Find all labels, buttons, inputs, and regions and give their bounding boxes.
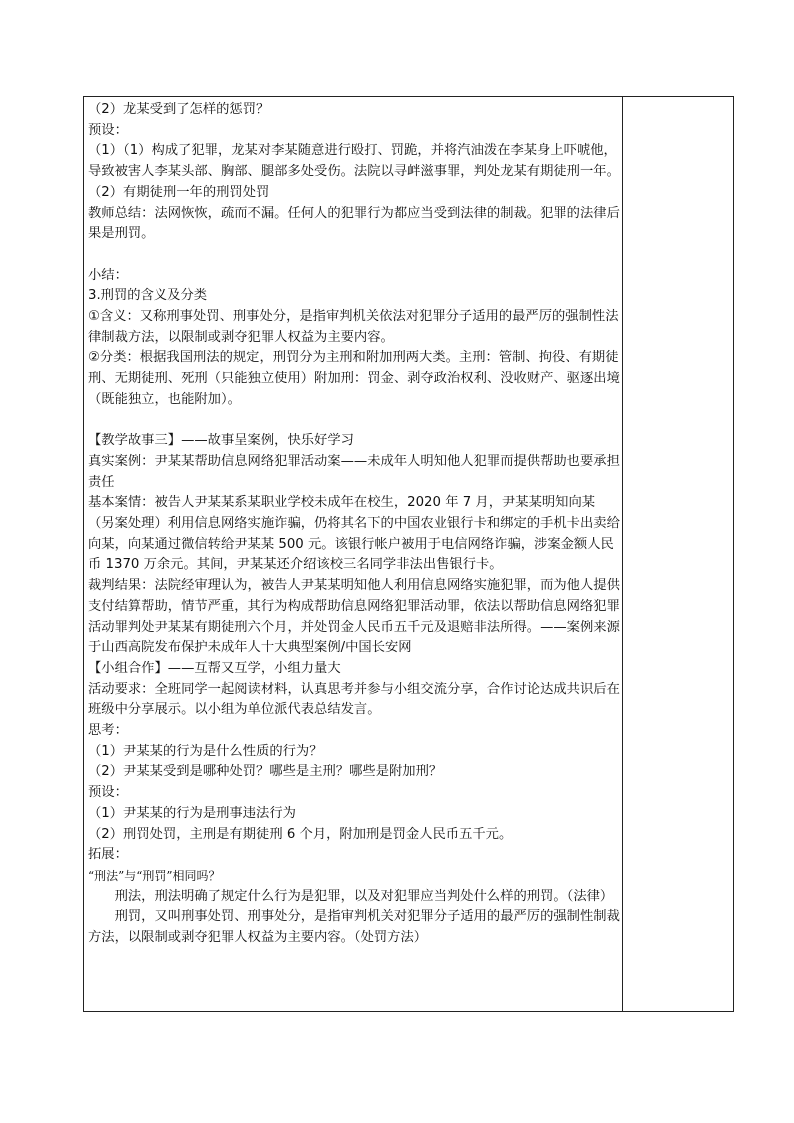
blank-line <box>88 245 620 266</box>
group-work-heading: 【小组合作】——互帮又互学，小组力量大 <box>88 660 341 676</box>
real-case-heading: 真实案例：尹某某帮助信息网络犯罪活动案——未成年人明知他人犯罪而提供帮助也要承担责任 <box>88 453 620 490</box>
judgment-result: 裁判结果：法院经审理认为，被告人尹某某明知他人利用信息网络实施犯罪，而为他人提供支付结算帮助，情节严重，其行为构成帮助信息网络犯罪活动罪，依法以帮助信息网络犯罪活动罪判处尹某某有期徒刑六个月，并处罚金人民币五千元及退赔非法所得。——案例来源于山西高院发布保护未成年人十大典型案例/中国长安网 <box>88 578 620 656</box>
preset-answer-2: （2）有期徒刑一年的刑罚处罚 <box>88 184 270 200</box>
section-title: 3.刑罚的含义及分类 <box>88 288 208 304</box>
teaching-story-heading: 【教学故事三】——故事呈案例，快乐好学习 <box>88 433 354 449</box>
activity-requirement: 活动要求：全班同学一起阅读材料，认真思考并参与小组交流分享，合作讨论达成共识后在班级中分享展示。以小组为单位派代表总结发言。 <box>88 681 620 718</box>
blank-line <box>88 411 620 432</box>
criminal-law-explanation: 刑法，刑法明确了规定什么行为是犯罪，以及对犯罪应当判处什么样的刑罚。（法律） <box>114 888 614 904</box>
penalty-explanation: 刑罚，又叫刑事处罚、刑事处分，是指审判机关对犯罪分子适用的最严厉的强制性制裁方法，以限制或剥夺犯罪人权益为主要内容。（处罚方法） <box>88 909 620 946</box>
definition-paragraph: ①含义：又称刑事处罚、刑事处分，是指审判机关依法对犯罪分子适用的最严厉的强制性法律制裁方法，以限制或剥夺犯罪人权益为主要内容。 <box>88 309 619 345</box>
question-line: （2）龙某受到了怎样的惩罚？ <box>88 102 270 117</box>
summary-label: 小结： <box>88 267 128 283</box>
lesson-content <box>88 100 620 949</box>
case-facts: 基本案情：被告人尹某某系某职业学校未成年在校生，2020 年 7 月，尹某某明知向某（另案处理）利用信息网络实施诈骗，仍将其名下的中国农业银行卡和绑定的手机卡出卖给向某，向某通过微信转给尹某某 500 元。该银行帐户被用于电信网络诈骗，涉案金额人民币 1370 万余元。其间，尹某某还介绍该校三名同学非法出售银行卡。 <box>88 495 620 573</box>
lesson-plan-side-cell <box>621 96 734 1012</box>
preset-answer-1: （1）（1）构成了犯罪，龙某对李某随意进行殴打、罚跪，并将汽油泼在李某身上吓唬他，导致被害人李某头部、胸部、腿部多处受伤。法院以寻衅滋事罪，判处龙某有期徒刑一年。 <box>88 143 620 180</box>
classification-paragraph: ②分类：根据我国刑法的规定，刑罚分为主刑和附加刑两大类。主刑：管制、拘役、有期徒刑、无期徒刑、死刑（只能独立使用）附加刑：罚金、剥夺政治权利、没收财产、驱逐出境（既能独立，也能附加）。 <box>88 350 620 407</box>
extension-label: 拓展： <box>88 847 128 863</box>
lesson-plan-main-cell <box>83 96 623 1012</box>
thinking-question-1: （1）尹某某的行为是什么性质的行为？ <box>88 743 323 759</box>
extension-question: “刑法”与“刑罚”相同吗？ <box>88 868 221 883</box>
thinking-label: 思考： <box>88 723 128 739</box>
preset-answer-4: （2）刑罚处罚，主刑是有期徒刑 6 个月，附加刑是罚金人民币五千元。 <box>88 826 513 842</box>
preset-label: 预设： <box>88 122 128 138</box>
preset-answer-3: （1）尹某某的行为是刑事违法行为 <box>88 805 296 821</box>
thinking-question-2: （2）尹某某受到是哪种处罚？哪些是主刑？哪些是附加刑？ <box>88 764 443 780</box>
teacher-summary: 教师总结：法网恢恢，疏而不漏。任何人的犯罪行为都应当受到法律的制裁。犯罪的法律后果是刑罚。 <box>88 205 620 242</box>
preset-label-2: 预设： <box>88 785 128 801</box>
